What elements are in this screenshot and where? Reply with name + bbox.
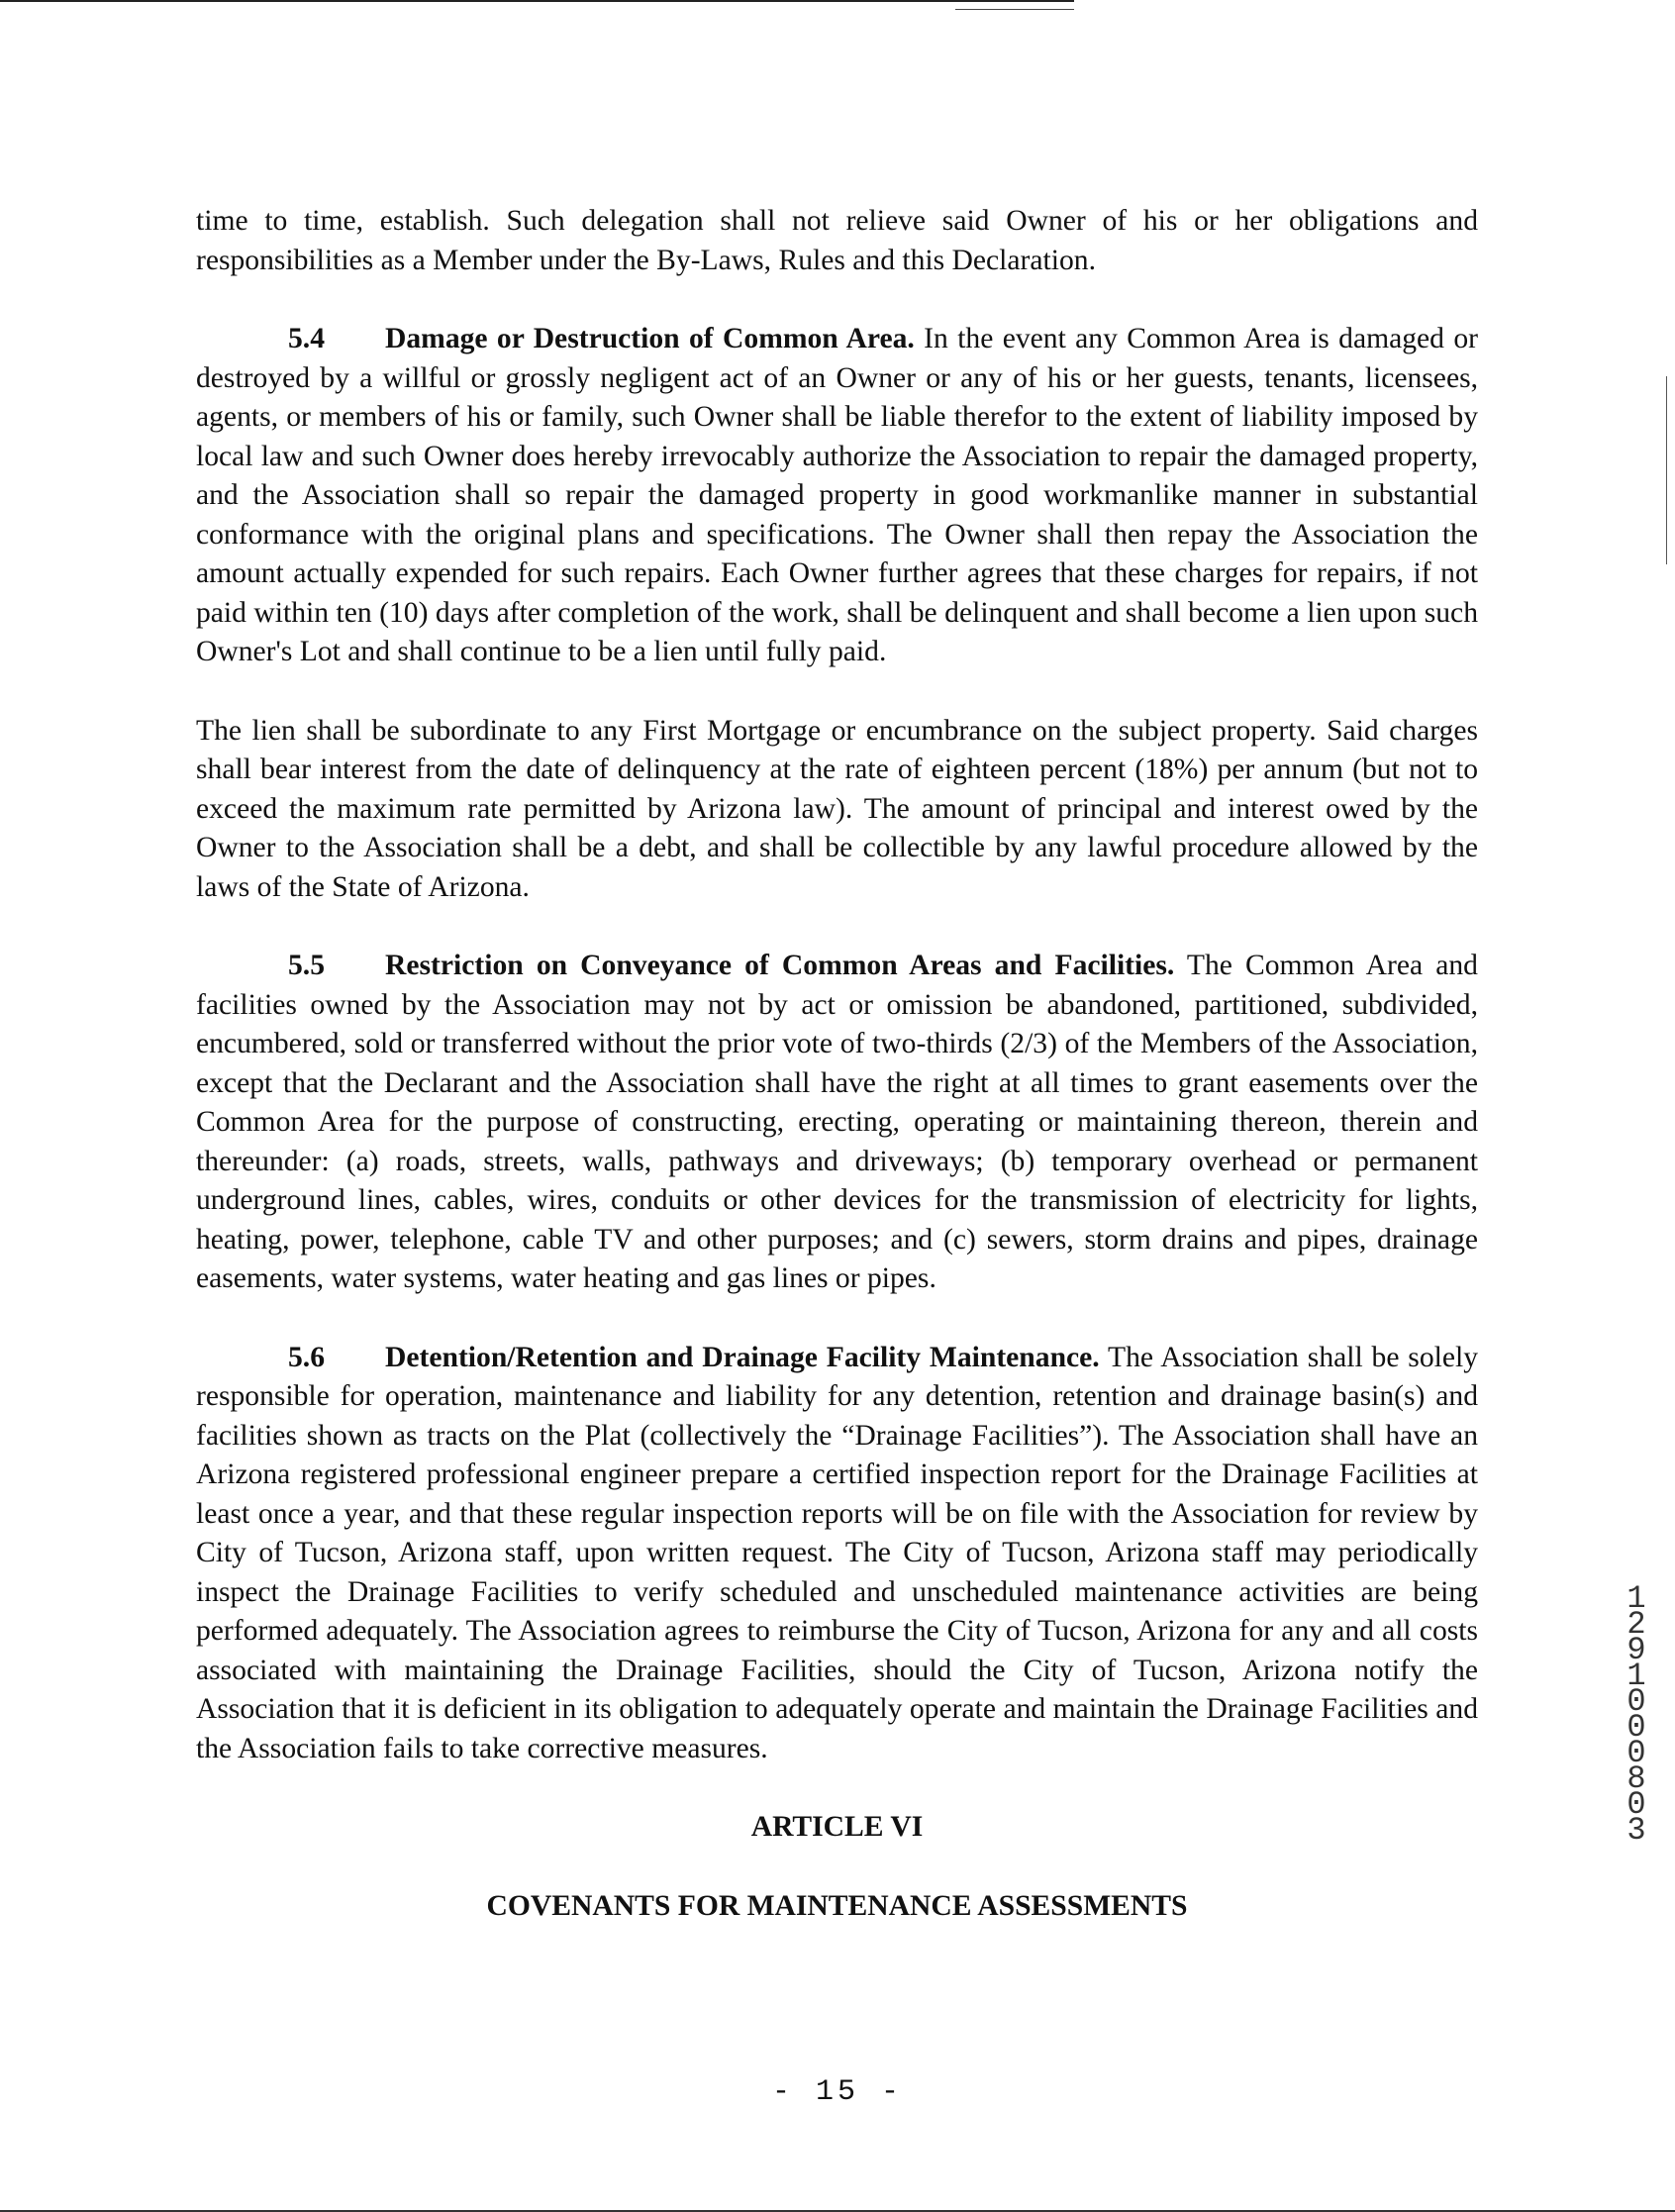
article-heading: ARTICLE VI <box>750 1811 924 1843</box>
continuation-paragraph: time to time, establish. Such delegation shall not relieve said Owner of his or her obligations and responsibilities as a Member under the By-Laws, Rules and this Declaration. <box>196 205 1478 276</box>
section-5-6 <box>196 1339 1478 1769</box>
section-title: Restriction on Conveyance of Common Areas and Facilities. <box>385 950 1175 981</box>
section-title: Damage or Destruction of Common Area. <box>385 323 915 354</box>
section-5-4 <box>196 320 1478 672</box>
section-number: 5.5 <box>288 950 325 981</box>
section-number: 5.4 <box>288 323 325 354</box>
top-edge-rule-short <box>955 9 1074 10</box>
section-title: Detention/Retention and Drainage Facility Maintenance. <box>385 1341 1100 1373</box>
section-5-5 <box>196 947 1478 1299</box>
document-body <box>196 202 1478 1926</box>
page-number: - 15 - <box>771 2075 904 2109</box>
recording-number: 12910 00803 <box>1626 1580 1646 1849</box>
article-title: COVENANTS FOR MAINTENANCE ASSESSMENTS <box>486 1889 1188 1922</box>
top-edge-rule <box>0 0 1074 2</box>
lien-paragraph: The lien shall be subordinate to any First Mortgage or encumbrance on the subject property. Said charges shall bear interest from the date of delinquency at the rate of eighteen percent (18%) per annum (but not to exceed the maximum rate permitted by Arizona law). The amount of principal and interest owed by the Owner to the Association shall be a debt, and shall be collectible by any lawful procedure allowed by the laws of the State of Arizona. <box>196 714 1478 903</box>
section-text: The Common Area and facilities owned by the Association may not by act or omission be abandoned, partitioned, subdivided, encumbered, sold or transferred without the prior vote of two-thirds (2/3) of the Members of the Association, except that the Declarant and the Association shall have the right at all times to grant easements over the Common Area for the purpose of constructing, erecting, operating or maintaining thereon, therein and thereunder: (a) roads, streets, walls, pathways and driveways; (b) temporary overhead or permanent underground lines, cables, wires, conduits or other devices for the transmission of electricity for lights, heating, power, telephone, cable TV and other purposes; and (c) sewers, storm drains and pipes, drainage easements, water systems, water heating and gas lines or pipes. <box>196 950 1478 1294</box>
right-edge-mark <box>1666 376 1667 564</box>
section-text: The Association shall be solely responsible for operation, maintenance and liability for any detention, retention and drainage basin(s) and facilities shown as tracts on the Plat (collectively the “Drainage Facilities”). The Association shall have an Arizona registered professional engineer prepare a certified inspection report for the Drainage Facilities at least once a year, and that these regular inspection reports will be on file with the Association for review by City of Tucson, Arizona staff, upon written request. The City of Tucson, Arizona staff may periodically inspect the Drainage Facilities to verify scheduled and unscheduled maintenance activities are being performed adequately. The Association agrees to reimburse the City of Tucson, Arizona for any and all costs associated with maintaining the Drainage Facilities, should the City of Tucson, Arizona notify the Association that it is deficient in its obligation to adequately operate and maintain the Drainage Facilities and the Association fails to take corrective measures. <box>196 1341 1478 1764</box>
section-text: In the event any Common Area is damaged or destroyed by a willful or grossly negligent act of an Owner or any of his or her guests, tenants, licensees, agents, or members of his or family, such Owner shall be liable therefor to the extent of liability imposed by local law and such Owner does hereby irrevocably authorize the Association to repair the damaged property, and the Association shall so repair the damaged property in good workmanlike manner in substantial conformance with the original plans and specifications. The Owner shall then repay the Association the amount actually expended for such repairs. Each Owner further agrees that these charges for repairs, if not paid within ten (10) days after completion of the work, shall be delinquent and shall become a lien upon such Owner's Lot and shall continue to be a lien until fully paid. <box>196 323 1478 667</box>
section-number: 5.6 <box>288 1341 325 1373</box>
